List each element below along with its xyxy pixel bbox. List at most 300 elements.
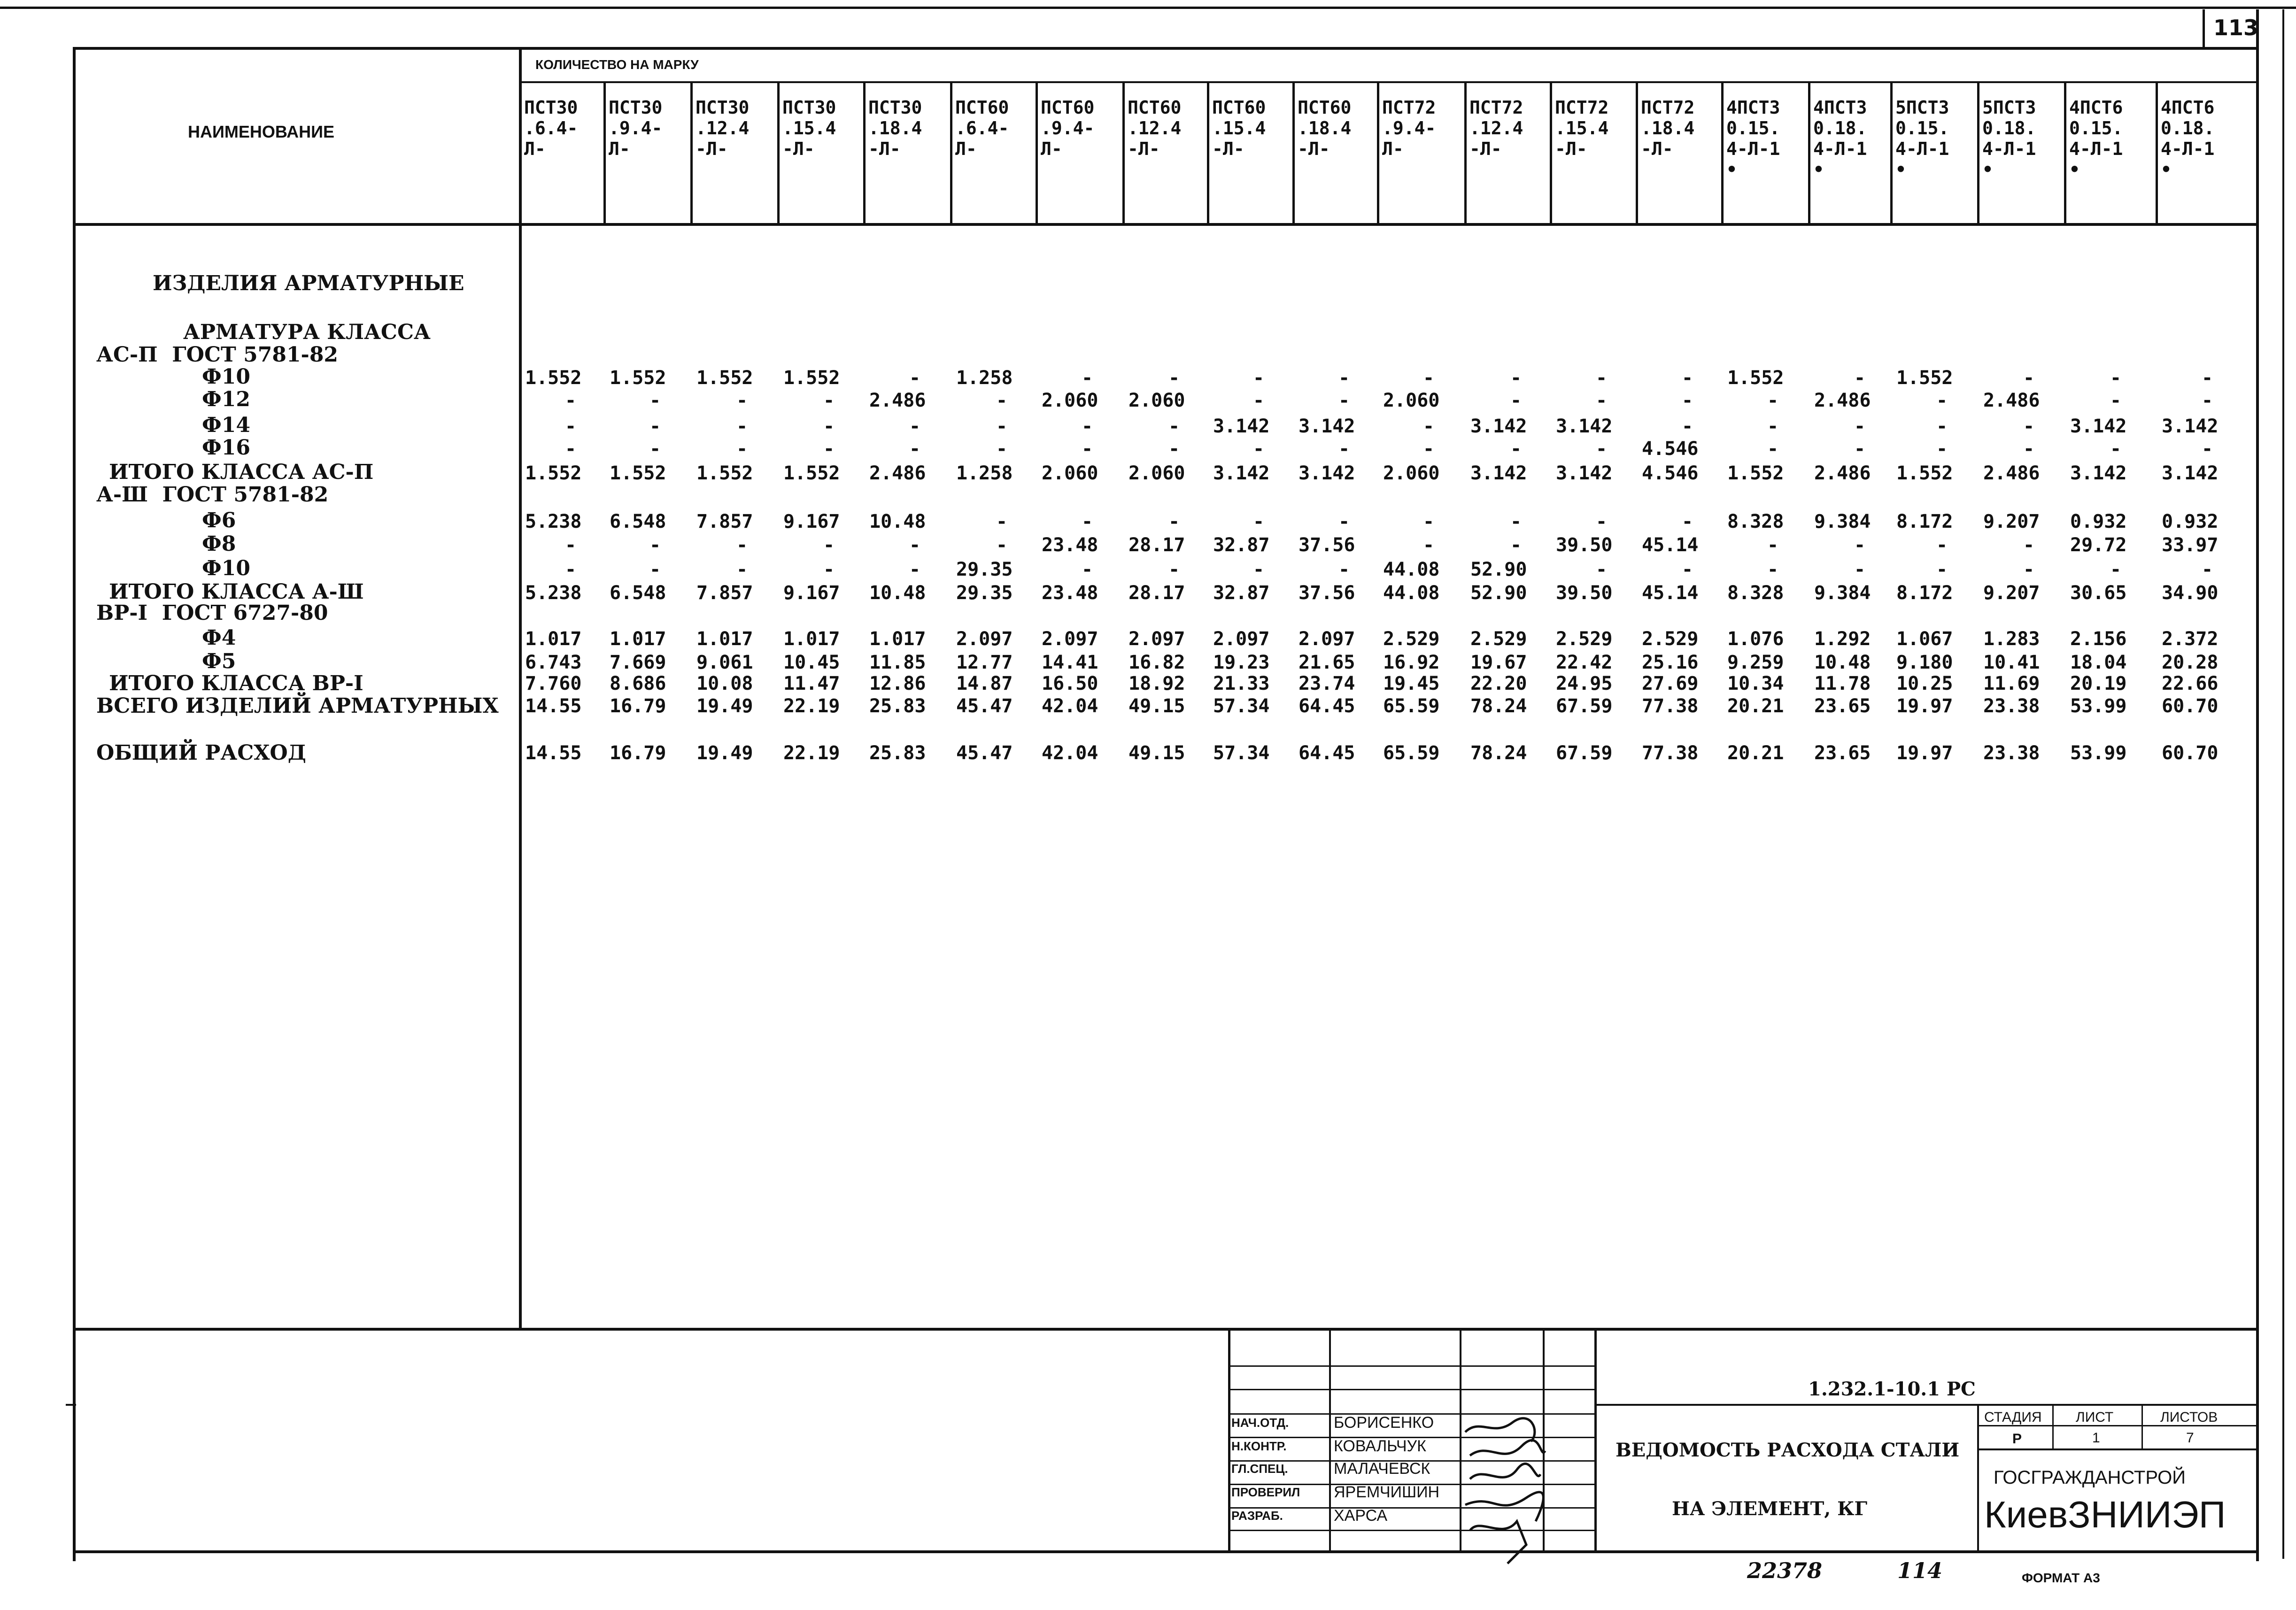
table-cell: - — [1936, 390, 1948, 411]
column-header-line: 5ПСТ3 — [1895, 97, 1949, 118]
table-cell: 2.060 — [1383, 390, 1440, 411]
table-cell: - — [909, 367, 921, 389]
column-header-line: -Л- — [696, 139, 728, 159]
table-cell: - — [2202, 390, 2213, 411]
table-cell: 2.060 — [1042, 390, 1098, 411]
table-cell: - — [1253, 390, 1265, 411]
column-header-line: ПСТ72 — [1469, 97, 1523, 118]
table-cell: 20.21 — [1727, 695, 1784, 717]
doc-code: 1.232.1-10.1 РС — [1808, 1378, 1976, 1400]
table-cell: 19.97 — [1896, 742, 1953, 764]
table-cell: - — [2023, 438, 2035, 460]
table-cell: - — [1510, 438, 1522, 460]
stamp-title-2: НА ЭЛЕМЕНТ, КГ — [1672, 1498, 1868, 1520]
table-cell: 16.79 — [610, 695, 666, 717]
label-f10b: Ф10 — [202, 556, 250, 580]
table-cell: - — [1082, 367, 1093, 389]
table-cell: 39.50 — [1556, 534, 1613, 556]
column-header — [693, 82, 780, 223]
table-cell: 28.17 — [1129, 534, 1185, 556]
table-cell: 10.48 — [1814, 652, 1871, 673]
table-cell: 2.486 — [869, 462, 926, 484]
table-cell: 42.04 — [1042, 742, 1098, 764]
label-f16: Ф16 — [202, 436, 250, 460]
table-cell: 6.743 — [525, 652, 582, 673]
table-cell: 67.59 — [1556, 695, 1613, 717]
table-cell: - — [649, 390, 661, 411]
column-header — [2158, 82, 2259, 223]
table-cell: - — [1854, 438, 1866, 460]
table-cell: 1.017 — [525, 628, 582, 650]
table-cell: - — [823, 416, 835, 437]
quantity-caption: КОЛИЧЕСТВО НА МАРКУ — [535, 57, 699, 72]
table-cell: 14.55 — [525, 742, 582, 764]
table-cell: 42.04 — [1042, 695, 1098, 717]
stamp-title-1: ВЕДОМОСТЬ РАСХОДА СТАЛИ — [1616, 1439, 1960, 1461]
table-cell: - — [823, 559, 835, 580]
table-cell: 22.19 — [783, 695, 840, 717]
table-cell: 23.48 — [1042, 534, 1098, 556]
table-cell: - — [1682, 511, 1693, 532]
table-cell: 1.552 — [783, 367, 840, 389]
table-cell: 23.38 — [1983, 742, 2040, 764]
column-header — [780, 82, 866, 223]
table-cell: - — [649, 559, 661, 580]
column-header-line: 0.18. — [1813, 118, 1867, 139]
column-header-line: .15.4 — [782, 118, 836, 139]
column-header-line: 0.18. — [2161, 118, 2215, 139]
table-cell: - — [1423, 438, 1435, 460]
stamp-role: ПРОВЕРИЛ — [1231, 1485, 1300, 1499]
label-f5: Ф5 — [202, 649, 236, 673]
table-cell: - — [1682, 390, 1693, 411]
table-cell: 25.83 — [869, 695, 926, 717]
stamp-role: ГЛ.СПЕЦ. — [1231, 1462, 1288, 1476]
column-header-line: • — [1982, 159, 1993, 180]
table-cell: - — [1168, 367, 1180, 389]
table-cell: 65.59 — [1383, 742, 1440, 764]
table-cell: 45.47 — [956, 695, 1013, 717]
table-cell: 2.097 — [1213, 628, 1270, 650]
table-cell: - — [1936, 559, 1948, 580]
table-cell: - — [823, 534, 835, 556]
table-cell: 49.15 — [1129, 695, 1185, 717]
table-cell: 0.932 — [2070, 511, 2127, 532]
sheet-value: 1 — [2092, 1430, 2100, 1446]
table-bottom-line — [73, 1328, 2259, 1331]
table-cell: 12.77 — [956, 652, 1013, 673]
frame-outer-top — [73, 47, 2259, 50]
table-cell: - — [649, 534, 661, 556]
stage-value: Р — [2012, 1431, 2022, 1447]
table-cell: 1.017 — [783, 628, 840, 650]
table-cell: 3.142 — [2070, 416, 2127, 437]
table-cell: - — [2110, 390, 2122, 411]
table-cell: 24.95 — [1556, 673, 1613, 694]
column-header-line: .18.4 — [1641, 118, 1695, 139]
table-cell: 2.097 — [1129, 628, 1185, 650]
table-cell: 2.060 — [1042, 462, 1098, 484]
column-header-line: 0.15. — [1726, 118, 1780, 139]
table-cell: - — [1682, 559, 1693, 580]
column-header-line: -Л- — [1212, 139, 1245, 159]
column-header-line: Л- — [524, 139, 546, 159]
table-cell: - — [1253, 367, 1265, 389]
label-itogo-ac2: ИТОГО КЛАССА АС-П — [109, 460, 374, 484]
table-cell: 30.65 — [2070, 582, 2127, 604]
table-cell: 18.04 — [2070, 652, 2127, 673]
table-cell: 2.529 — [1470, 628, 1527, 650]
column-header — [1295, 82, 1379, 223]
table-cell: 53.99 — [2070, 695, 2127, 717]
table-cell: 7.857 — [696, 511, 753, 532]
table-cell: 1.552 — [1727, 367, 1784, 389]
table-cell: 5.238 — [525, 582, 582, 604]
table-cell: 1.552 — [610, 367, 666, 389]
table-cell: - — [565, 559, 577, 580]
column-header-line: -Л- — [1469, 139, 1502, 159]
table-cell: 3.142 — [1213, 416, 1270, 437]
column-header-line: .6.4- — [524, 118, 578, 139]
table-cell: 25.83 — [869, 742, 926, 764]
column-header-line: 4-Л-1 — [1726, 139, 1780, 159]
table-cell: 3.142 — [1556, 462, 1613, 484]
table-cell: 67.59 — [1556, 742, 1613, 764]
table-cell: - — [1854, 416, 1866, 437]
label-f8: Ф8 — [202, 532, 236, 556]
column-header-line: ПСТ30 — [609, 97, 663, 118]
column-header-line: 4-Л-1 — [1982, 139, 2036, 159]
table-cell: - — [909, 534, 921, 556]
header-divider-vertical — [519, 47, 522, 1330]
table-cell: - — [2023, 416, 2035, 437]
table-cell: 10.34 — [1727, 673, 1784, 694]
table-cell: - — [1423, 416, 1435, 437]
label-ac2: АС-П ГОСТ 5781-82 — [96, 343, 339, 367]
name-column-header: НАИМЕНОВАНИЕ — [188, 122, 334, 141]
column-header — [1638, 82, 1724, 223]
table-cell: - — [1423, 534, 1435, 556]
table-cell: 44.08 — [1383, 582, 1440, 604]
table-cell: 9.180 — [1896, 652, 1953, 673]
table-cell: 2.529 — [1642, 628, 1699, 650]
stamp-role: Н.КОНТР. — [1231, 1439, 1287, 1453]
table-cell: 45.14 — [1642, 582, 1699, 604]
label-a3: А-Ш ГОСТ 5781-82 — [96, 483, 329, 507]
column-header-line: 4-Л-1 — [1895, 139, 1949, 159]
column-header-line: ПСТ72 — [1641, 97, 1695, 118]
column-header — [866, 82, 952, 223]
table-cell: 64.45 — [1299, 695, 1355, 717]
table-cell: - — [1338, 390, 1350, 411]
column-header-line: ПСТ60 — [955, 97, 1009, 118]
table-cell: 1.067 — [1896, 628, 1953, 650]
table-cell: 3.142 — [2070, 462, 2127, 484]
column-header-line: ПСТ60 — [1128, 97, 1182, 118]
table-cell: 8.172 — [1896, 582, 1953, 604]
table-cell: 2.156 — [2070, 628, 2127, 650]
table-cell: - — [2023, 559, 2035, 580]
table-cell: 3.142 — [1556, 416, 1613, 437]
table-cell: 22.66 — [2162, 673, 2219, 694]
column-header-line: ПСТ60 — [1212, 97, 1266, 118]
table-cell: 21.65 — [1299, 652, 1355, 673]
table-cell: - — [1936, 416, 1948, 437]
page-number-box — [2203, 9, 2259, 48]
table-cell: 1.552 — [610, 462, 666, 484]
table-cell: 3.142 — [1213, 462, 1270, 484]
table-cell: 39.50 — [1556, 582, 1613, 604]
column-header-line: Л- — [955, 139, 977, 159]
table-cell: - — [1253, 559, 1265, 580]
table-cell: - — [1596, 511, 1608, 532]
column-header — [1893, 82, 1979, 223]
table-cell: - — [2202, 367, 2213, 389]
table-cell: - — [2110, 438, 2122, 460]
table-cell: 2.372 — [2162, 628, 2219, 650]
column-header-line: -Л- — [868, 139, 901, 159]
table-cell: - — [996, 438, 1008, 460]
table-cell: 1.292 — [1814, 628, 1871, 650]
table-cell: - — [2110, 367, 2122, 389]
column-header-line: ПСТ30 — [524, 97, 578, 118]
table-cell: 19.49 — [696, 695, 753, 717]
page-number: 113 — [2213, 15, 2259, 40]
stamp-person-name: БОРИСЕНКО — [1334, 1414, 1434, 1432]
table-cell: 9.384 — [1814, 582, 1871, 604]
table-cell: 10.48 — [869, 511, 926, 532]
column-header — [2066, 82, 2158, 223]
column-header-line: • — [1895, 159, 1906, 180]
table-cell: - — [1510, 534, 1522, 556]
table-cell: 2.486 — [869, 390, 926, 411]
table-cell: - — [1082, 416, 1093, 437]
table-cell: - — [2202, 559, 2213, 580]
stage-label: СТАДИЯ — [1984, 1410, 2042, 1425]
table-cell: 23.65 — [1814, 742, 1871, 764]
label-vsego: ВСЕГО ИЗДЕЛИЙ АРМАТУРНЫХ — [96, 694, 499, 718]
table-cell: 3.142 — [1470, 416, 1527, 437]
table-cell: 19.97 — [1896, 695, 1953, 717]
table-cell: 77.38 — [1642, 742, 1699, 764]
table-cell: - — [1682, 416, 1693, 437]
table-cell: - — [1767, 559, 1779, 580]
column-header-line: ПСТ60 — [1041, 97, 1095, 118]
column-header-line: Л- — [1382, 139, 1404, 159]
table-cell: 45.47 — [956, 742, 1013, 764]
table-cell: - — [1596, 438, 1608, 460]
frame-left — [73, 47, 76, 1561]
frame-bottom — [73, 1550, 2259, 1553]
table-cell: 23.65 — [1814, 695, 1871, 717]
column-header-line: 4ПСТ3 — [1813, 97, 1867, 118]
table-cell: - — [1936, 534, 1948, 556]
table-cell: 25.16 — [1642, 652, 1699, 673]
table-cell: 19.67 — [1470, 652, 1527, 673]
header-bottom-line — [73, 223, 2259, 226]
table-cell: 3.142 — [2162, 462, 2219, 484]
table-cell: - — [1510, 390, 1522, 411]
column-header — [1724, 82, 1810, 223]
table-cell: - — [565, 416, 577, 437]
table-cell: - — [649, 438, 661, 460]
table-cell: 33.97 — [2162, 534, 2219, 556]
column-header-line: -Л- — [782, 139, 815, 159]
column-header-line: .18.4 — [868, 118, 922, 139]
table-cell: 14.87 — [956, 673, 1013, 694]
table-cell: 29.35 — [956, 582, 1013, 604]
column-header-line: -Л- — [1641, 139, 1673, 159]
table-cell: 0.932 — [2162, 511, 2219, 532]
column-header — [1038, 82, 1125, 223]
org-logo: КиевЗНИИЭП — [1984, 1494, 2226, 1535]
table-cell: 8.172 — [1896, 511, 1953, 532]
table-cell: - — [1082, 511, 1093, 532]
table-cell: 2.060 — [1129, 390, 1185, 411]
column-header-line: 0.15. — [1895, 118, 1949, 139]
table-cell: - — [565, 438, 577, 460]
table-cell: - — [1936, 438, 1948, 460]
table-cell: - — [1767, 416, 1779, 437]
column-header-line: -Л- — [1128, 139, 1160, 159]
table-cell: 5.238 — [525, 511, 582, 532]
table-cell: 10.25 — [1896, 673, 1953, 694]
table-cell: 1.552 — [783, 462, 840, 484]
label-izdeliya: ИЗДЕЛИЯ АРМАТУРНЫЕ — [153, 271, 464, 295]
column-header-line: .12.4 — [1128, 118, 1182, 139]
table-cell: 27.69 — [1642, 673, 1699, 694]
column-header-line: 4ПСТ6 — [2069, 97, 2123, 118]
column-header-line: .9.4- — [1382, 118, 1436, 139]
table-cell: - — [996, 416, 1008, 437]
table-cell: 9.207 — [1983, 511, 2040, 532]
label-f10a: Ф10 — [202, 365, 250, 389]
table-cell: - — [1168, 416, 1180, 437]
table-cell: 11.69 — [1983, 673, 2040, 694]
table-cell: 2.060 — [1129, 462, 1185, 484]
table-cell: 29.35 — [956, 559, 1013, 580]
table-cell: 16.50 — [1042, 673, 1098, 694]
label-f6: Ф6 — [202, 508, 236, 532]
column-header-line: .9.4- — [1041, 118, 1095, 139]
table-cell: - — [1854, 534, 1866, 556]
column-header-line: .15.4 — [1555, 118, 1609, 139]
stamp-role: РАЗРАБ. — [1231, 1509, 1283, 1523]
table-cell: - — [649, 416, 661, 437]
sheets-label: ЛИСТОВ — [2160, 1410, 2218, 1425]
table-cell: 32.87 — [1213, 534, 1270, 556]
table-cell: 11.78 — [1814, 673, 1871, 694]
table-cell: 60.70 — [2162, 742, 2219, 764]
table-cell: - — [736, 416, 748, 437]
table-cell: 14.55 — [525, 695, 582, 717]
table-cell: - — [2110, 559, 2122, 580]
table-cell: 2.097 — [1299, 628, 1355, 650]
table-cell: - — [736, 438, 748, 460]
table-cell: 23.48 — [1042, 582, 1098, 604]
table-cell: 52.90 — [1470, 582, 1527, 604]
table-cell: 44.08 — [1383, 559, 1440, 580]
column-header — [1810, 82, 1893, 223]
column-header — [1979, 82, 2066, 223]
table-cell: - — [1854, 367, 1866, 389]
sheet-label: ЛИСТ — [2076, 1410, 2114, 1425]
table-cell: - — [1082, 559, 1093, 580]
table-cell: 37.56 — [1299, 582, 1355, 604]
table-cell: - — [1854, 559, 1866, 580]
column-header-line: ПСТ72 — [1555, 97, 1609, 118]
column-header-line: 5ПСТ3 — [1982, 97, 2036, 118]
table-cell: 1.017 — [696, 628, 753, 650]
column-header-line: Л- — [1041, 139, 1062, 159]
column-header-line: ПСТ30 — [696, 97, 750, 118]
table-cell: 1.017 — [610, 628, 666, 650]
table-cell: 22.20 — [1470, 673, 1527, 694]
table-cell: 57.34 — [1213, 695, 1270, 717]
stamp-person-name: КОВАЛЬЧУК — [1334, 1437, 1426, 1455]
table-cell: 22.19 — [783, 742, 840, 764]
table-cell: 16.92 — [1383, 652, 1440, 673]
far-right-edge — [2282, 9, 2284, 1559]
table-cell: 3.142 — [1299, 462, 1355, 484]
frame-top-line — [0, 7, 2296, 9]
table-cell: 16.82 — [1129, 652, 1185, 673]
table-cell: 7.760 — [525, 673, 582, 694]
table-cell: - — [1338, 367, 1350, 389]
table-cell: 1.283 — [1983, 628, 2040, 650]
table-cell: 78.24 — [1470, 695, 1527, 717]
table-cell: - — [1596, 390, 1608, 411]
table-cell: 2.529 — [1383, 628, 1440, 650]
table-cell: - — [823, 390, 835, 411]
table-cell: 60.70 — [2162, 695, 2219, 717]
table-cell: 20.21 — [1727, 742, 1784, 764]
table-cell: 8.328 — [1727, 511, 1784, 532]
column-header-line: Л- — [609, 139, 630, 159]
table-cell: 9.167 — [783, 582, 840, 604]
table-cell: 49.15 — [1129, 742, 1185, 764]
table-cell: - — [823, 438, 835, 460]
stamp-person-name: ЯРЕМЧИШИН — [1334, 1483, 1440, 1501]
table-cell: 45.14 — [1642, 534, 1699, 556]
table-cell: 7.669 — [610, 652, 666, 673]
inventory-number-2: 114 — [1897, 1558, 1943, 1583]
column-header-line: 4-Л-1 — [2069, 139, 2123, 159]
table-cell: - — [1168, 438, 1180, 460]
table-cell: 57.34 — [1213, 742, 1270, 764]
column-header-line: .9.4- — [609, 118, 663, 139]
stamp-role: НАЧ.ОТД. — [1231, 1416, 1289, 1430]
table-cell: 9.167 — [783, 511, 840, 532]
table-cell: 9.384 — [1814, 511, 1871, 532]
table-cell: 65.59 — [1383, 695, 1440, 717]
table-cell: 3.142 — [1299, 416, 1355, 437]
table-cell: 2.097 — [956, 628, 1013, 650]
column-header-line: ПСТ30 — [782, 97, 836, 118]
table-cell: 23.38 — [1983, 695, 2040, 717]
column-header — [1467, 82, 1552, 223]
column-header-line: ПСТ60 — [1298, 97, 1352, 118]
table-cell: - — [1338, 559, 1350, 580]
table-cell: - — [1767, 390, 1779, 411]
table-cell: 2.486 — [1983, 462, 2040, 484]
column-header-line: 4ПСТ3 — [1726, 97, 1780, 118]
table-cell: - — [1168, 511, 1180, 532]
table-cell: - — [565, 390, 577, 411]
column-header-line: .18.4 — [1298, 118, 1352, 139]
column-header-line: .15.4 — [1212, 118, 1266, 139]
table-cell: 2.486 — [1814, 390, 1871, 411]
